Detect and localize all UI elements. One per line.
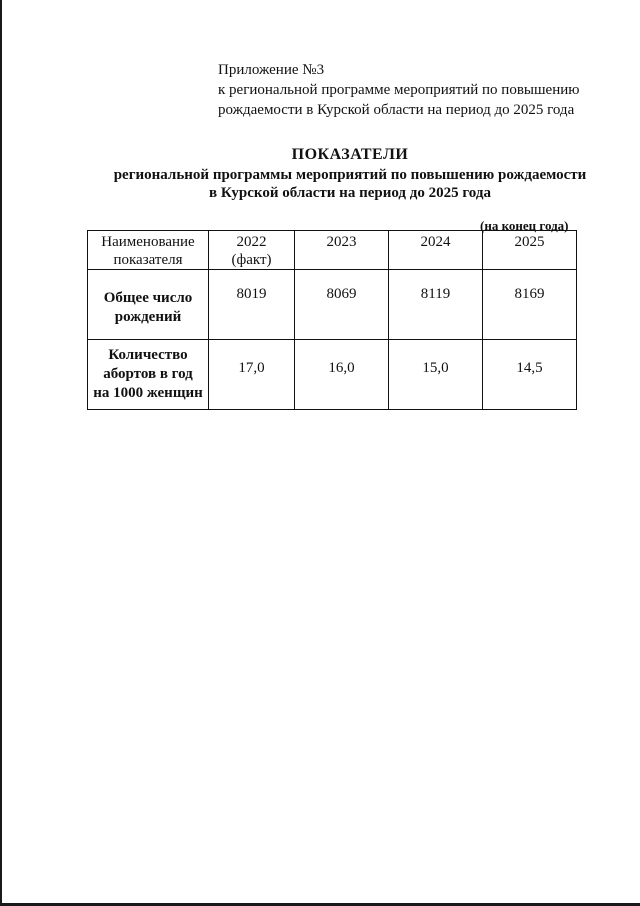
cell-value: 17,0 — [209, 340, 295, 410]
row-name-total-births: Общее число рождений — [88, 270, 209, 340]
appendix-description-line2: рождаемости в Курской области на период до 2025 года — [218, 102, 575, 118]
appendix-note — [218, 60, 598, 120]
header-year-2023: 2023 — [295, 231, 389, 270]
title-heading: ПОКАЗАТЕЛИ — [291, 146, 409, 163]
header-indicator-name: Наименование показателя — [88, 231, 209, 270]
table-header-row — [88, 231, 577, 270]
cell-value: 8069 — [295, 270, 389, 340]
row-name-abortions-per-1000: Количество абортов в год на 1000 женщин — [88, 340, 209, 410]
document-title — [60, 146, 640, 202]
table-row — [88, 340, 577, 410]
header-year-2024: 2024 — [389, 231, 483, 270]
units-note: (на конец года) — [480, 218, 569, 233]
cell-value: 15,0 — [389, 340, 483, 410]
cell-value: 8169 — [483, 270, 577, 340]
scan-edge-left — [0, 0, 2, 906]
cell-value: 14,5 — [483, 340, 577, 410]
indicators-table — [87, 230, 577, 410]
appendix-number: Приложение №3 — [218, 62, 325, 78]
title-subheading-line2: в Курской области на период до 2025 года — [209, 185, 491, 201]
header-year-2025: 2025 — [483, 231, 577, 270]
table-row — [88, 270, 577, 340]
cell-value: 16,0 — [295, 340, 389, 410]
header-year-2022: 2022 (факт) — [209, 231, 295, 270]
appendix-description-line1: к региональной программе мероприятий по повышению — [218, 82, 580, 98]
title-subheading-line1: региональной программы мероприятий по повышению рождаемости — [113, 167, 587, 183]
cell-value: 8119 — [389, 270, 483, 340]
cell-value: 8019 — [209, 270, 295, 340]
